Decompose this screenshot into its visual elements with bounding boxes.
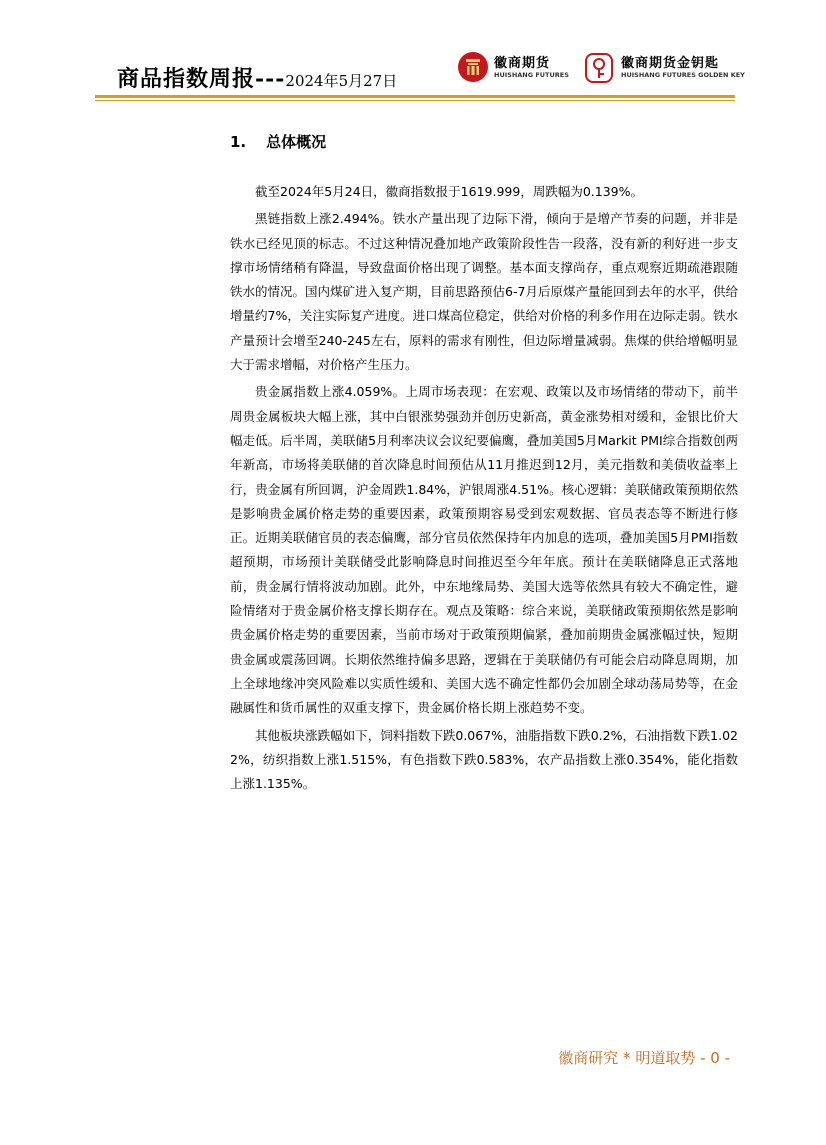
golden-key-emblem-icon [585, 53, 613, 83]
page-footer: 徽商研究 * 明道取势 - 0 - [558, 1049, 730, 1067]
report-title [117, 62, 397, 93]
page-header [95, 52, 745, 92]
logo1-cn-text: 徽商期货 [494, 56, 551, 71]
section-number: 1. [230, 133, 247, 151]
logo2-en-text: HUISHANG FUTURES GOLDEN KEY [621, 71, 745, 79]
section-heading [230, 131, 326, 152]
report-title-text: 商品指数周报--- [117, 66, 286, 92]
header-rule-thick [95, 95, 735, 98]
logo2-cn-text: 徽商期货金钥匙 [621, 56, 720, 71]
report-date: 2024年5月27日 [285, 72, 398, 90]
huishang-emblem-icon [458, 52, 488, 82]
report-body [230, 180, 738, 796]
logo1-en-text: HUISHANG FUTURES [494, 71, 569, 79]
paragraph-precious-metals: 贵金属指数上涨4.059%。上周市场表现：在宏观、政策以及市场情绪的带动下，前半周贵金属板块大幅上涨，其中白银涨势强劲并创历史新高，黄金涨势相对缓和，金银比价大幅走低。后半周，美联储5月利率决议会议纪要偏鹰，叠加美国5月Markit PMI综合指数创两年新高，市场将美联储的首次降息时间预估从11月推迟到12月，美元指数和美债收益率上行，贵金属有所回调，沪金周跌1.84%，沪银周涨4.51%。核心逻辑：美联储政策预期依然是影响贵金属价格走势的重要因素，政策预期容易受到宏观数据、官员表态等不断进行修正。近期美联储官员的表态偏鹰，部分官员依然保持年内加息的选项，叠加美国5月PMI指数超预期，市场预计美联储受此影响降息时间推迟至今年年底。预计在美联储降息正式落地前，贵金属行情将波动加剧。此外，中东地缘局势、美国大选等依然具有较大不确定性，避险情绪对于贵金属价格支撑长期存在。观点及策略：综合来说，美联储政策预期依然是影响贵金属价格走势的重要因素，当前市场对于政策预期偏紧，叠加前期贵金属涨幅过快，短期贵金属或震荡回调。长期依然维持偏多思路，逻辑在于美联储仍有可能会启动降息周期，加上全球地缘冲突风险难以实质性缓和、美国大选不确定性都仍会加剧全球动荡局势等，在金融属性和货币属性的双重支撑下，贵金属价格长期上涨趋势不变。 [230, 384, 738, 716]
paragraph-other-sectors: 其他板块涨跌幅如下，饲料指数下跌0.067%，油脂指数下跌0.2%，石油指数下跌1.022%，纺织指数上涨1.515%，有色指数下跌0.583%，农产品指数上涨0.354%，能化指数上涨1.135%。 [230, 727, 738, 792]
golden-key-logo [585, 52, 745, 86]
section-title: 总体概况 [266, 133, 327, 151]
paragraph-black-chain: 黑链指数上涨2.494%。铁水产量出现了边际下滑，倾向于是增产节奏的问题，并非是铁水已经见顶的标志。不过这种情况叠加地产政策阶段性告一段落，没有新的利好进一步支撑市场情绪稍有降温，导致盘面价格出现了调整。基本面支撑尚存，重点观察近期疏港跟随铁水的情况。国内煤矿进入复产期，目前思路预估6-7月后原煤产量能回到去年的水平，供给增量约7%，关注实际复产进度。进口煤高位稳定，供给对价格的利多作用在边际走弱。铁水产量预计会增至240-245左右，原料的需求有刚性，但边际增量减弱。焦煤的供给增幅明显大于需求增幅，对价格产生压力。 [230, 211, 738, 373]
paragraph-index-summary: 截至2024年5月24日，徽商指数报于1619.999，周跌幅为0.139%。 [255, 184, 643, 199]
header-rule-thin [95, 100, 735, 101]
huishang-futures-logo [458, 52, 578, 86]
